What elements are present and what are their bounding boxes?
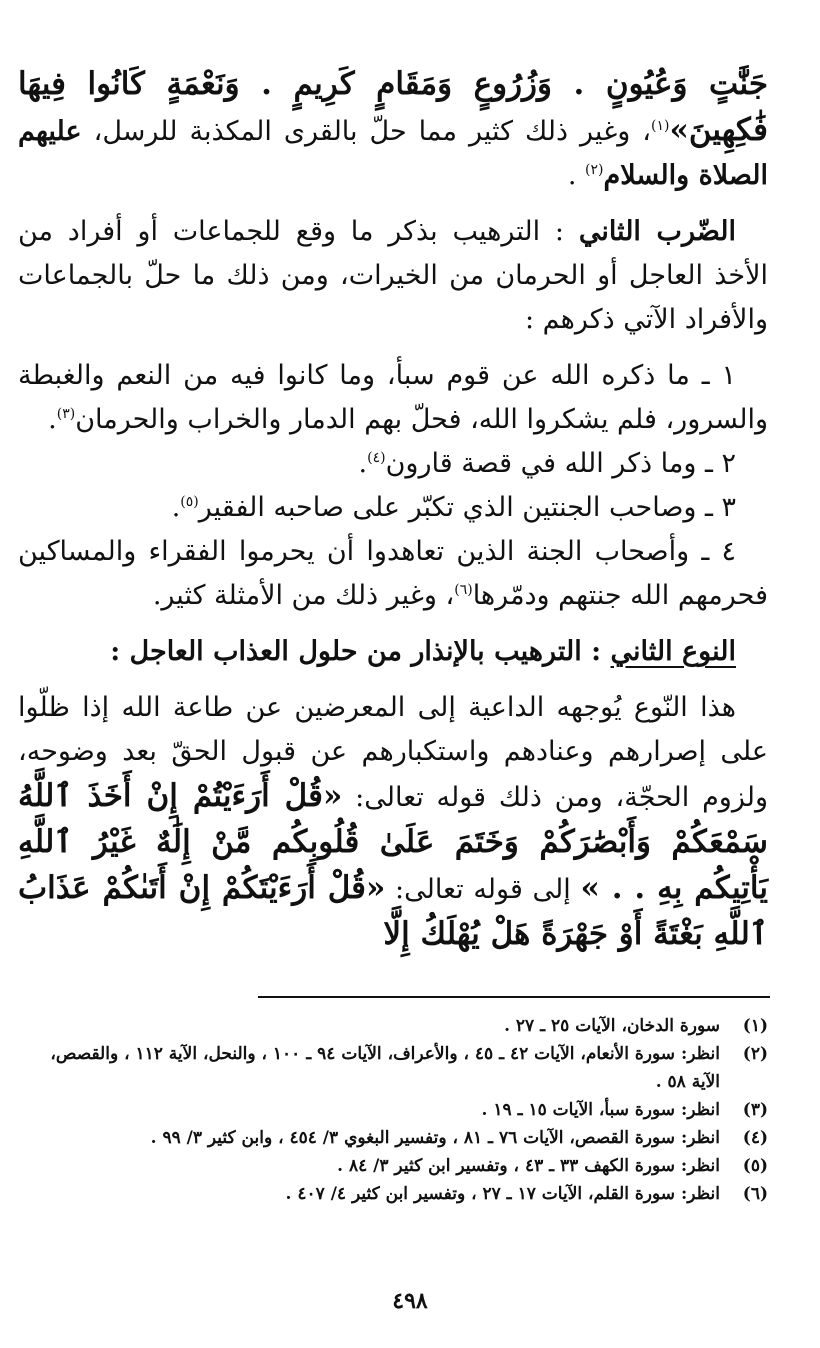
footnotes — [30, 1012, 768, 1208]
footnote-text: سورة الدخان، الآيات ٢٥ ـ ٢٧ . — [504, 1016, 720, 1036]
footnote-ref: (٢) — [585, 162, 604, 178]
paragraph-text: ، وغير ذلك كثير مما حلّ بالقرى المكذبة للرسل، — [81, 116, 651, 147]
footnote-ref: (١) — [650, 118, 670, 134]
honorific-text: عليهم الصلاة والسلام — [18, 116, 768, 191]
footnote-number: (١) — [742, 1016, 768, 1036]
footnote-number: (٦) — [742, 1184, 768, 1204]
section-heading: النوع الثاني : الترهيب بالإنذار من حلول العذاب العاجل : — [110, 636, 736, 667]
list-item: ١ ـ ما ذكره الله عن قوم سبأ، وما كانوا فيه من النعم والغبطة والسرور، فلم يشكروا الله، فحلّ بهم الدمار والخراب والحرمان$^{(٣)}$. — [18, 360, 768, 435]
footnote-item — [30, 1040, 768, 1096]
footnote-number: (٢) — [742, 1044, 768, 1064]
footnote-number: (٥) — [742, 1156, 768, 1176]
footnote-text: انظر: سورة سبأ، الآيات ١٥ ـ ١٩ . — [481, 1100, 720, 1120]
footnote-text: انظر: سورة القلم، الآيات ١٧ ـ ٢٧ ، وتفسير ابن كثير ٤/ ٤٠٧ . — [285, 1184, 720, 1204]
footnote-item — [30, 1012, 768, 1040]
quran-verse: «قُلْ أَرَءَيْتُمْ إِنْ أَخَذَ ٱللَّهُ سَمْعَكُمْ وَأَبْصَٰرَكُمْ وَخَتَمَ عَلَىٰ قُلُوبِكُم مَّنْ إِلَٰهٌ غَيْرُ ٱللَّهِ يَأْتِيكُم بِهِ . . » — [18, 778, 769, 906]
body-text — [18, 62, 768, 958]
page-number: ٤٩٨ — [392, 1288, 428, 1314]
paragraph-quran-citation: جَنَّٰتٍ وَعُيُونٍ . وَزُرُوعٍ وَمَقَامٍ كَرِيمٍ . وَنَعْمَةٍ كَانُوا فِيهَا فَٰكِهِينَ»$^{(١)}$، وغير ذلك كثير مما حلّ بالقرى المكذبة للرسل، عليهم الصلاة والسلام$^{(٢)}$ . — [18, 66, 768, 191]
footnote-item — [30, 1180, 768, 1208]
section-heading-label: النوع الثاني — [610, 636, 736, 667]
footnote-ref: (٥) — [180, 494, 199, 510]
footnote-number: (٤) — [742, 1128, 768, 1148]
quran-verse: جَنَّٰتٍ وَعُيُونٍ . وَزُرُوعٍ وَمَقَامٍ كَرِيمٍ . وَنَعْمَةٍ كَانُوا فِيهَا فَٰكِهِينَ» — [18, 66, 768, 148]
footnote-item — [30, 1124, 768, 1152]
footnote-text: انظر: سورة القصص، الآيات ٧٦ ـ ٨١ ، وتفسير البغوي ٣/ ٤٥٤ ، وابن كثير ٣/ ٩٩ . — [150, 1128, 720, 1148]
footnote-divider — [258, 996, 770, 998]
paragraph-second-type — [18, 210, 768, 342]
paragraph-warning: هذا النّوع يُوجهه الداعية إلى المعرضين عن طاعة الله إذا ظلّوا على إصرارهم وعنادهم واستكبارهم عن قبول الحقّ بعد وضوحه، ولزوم الحجّة، ومن ذلك قوله تعالى: «قُلْ أَرَءَيْتُمْ إِنْ أَخَذَ ٱللَّهُ سَمْعَكُمْ وَأَبْصَٰرَكُمْ وَخَتَمَ عَلَىٰ قُلُوبِكُم مَّنْ إِلَٰهٌ غَيْرُ ٱللَّهِ يَأْتِيكُم بِهِ . . » إلى قوله تعالى: «قُلْ أَرَءَيْتَكُمْ إِنْ أَتَىٰكُمْ عَذَابُ ٱللَّهِ بَغْتَةً أَوْ جَهْرَةً هَلْ يُهْلَكُ إِلَّا — [18, 692, 769, 952]
footnote-ref: (٣) — [56, 406, 76, 422]
footnote-item — [30, 1152, 768, 1180]
paragraph-text: : الترهيب بذكر ما وقع للجماعات أو أفراد من الأخذ العاجل أو الحرمان من الخيرات، ومن ذلك ما حلّ بالجماعات والأفراد الآتي ذكرهم : — [18, 216, 768, 335]
list-item: ٣ ـ وصاحب الجنتين الذي تكبّر على صاحبه الفقير$^{(٥)}$. — [171, 492, 736, 523]
footnote-ref: (٦) — [454, 582, 473, 598]
quran-verse: «قُلْ أَرَءَيْتَكُمْ إِنْ أَتَىٰكُمْ عَذَابُ ٱللَّهِ بَغْتَةً أَوْ جَهْرَةً هَلْ يُهْلَكُ إِلَّا — [18, 870, 768, 952]
list-item: ٢ ـ وما ذكر الله في قصة قارون$^{(٤)}$. — [358, 448, 736, 479]
footnote-ref: (٤) — [367, 450, 386, 466]
section-label: الضّرب الثاني — [578, 216, 736, 247]
footnote-item — [30, 1096, 768, 1124]
footnote-text: انظر: سورة الكهف ٣٣ ـ ٤٣ ، وتفسير ابن كثير ٣/ ٨٤ . — [337, 1156, 720, 1176]
footnote-text: انظر: سورة الأنعام، الآيات ٤٢ ـ ٤٥ ، والأعراف، الآيات ٩٤ ـ ١٠٠ ، والنحل، الآية ١١٢ ، والقصص، الآية ٥٨ . — [50, 1044, 720, 1092]
list-item: ٤ ـ وأصحاب الجنة الذين تعاهدوا أن يحرموا الفقراء والمساكين فحرمهم الله جنتهم ودمّرها$^{(٦)}$، وغير ذلك من الأمثلة كثير. — [18, 536, 768, 611]
footnote-number: (٣) — [742, 1100, 768, 1120]
